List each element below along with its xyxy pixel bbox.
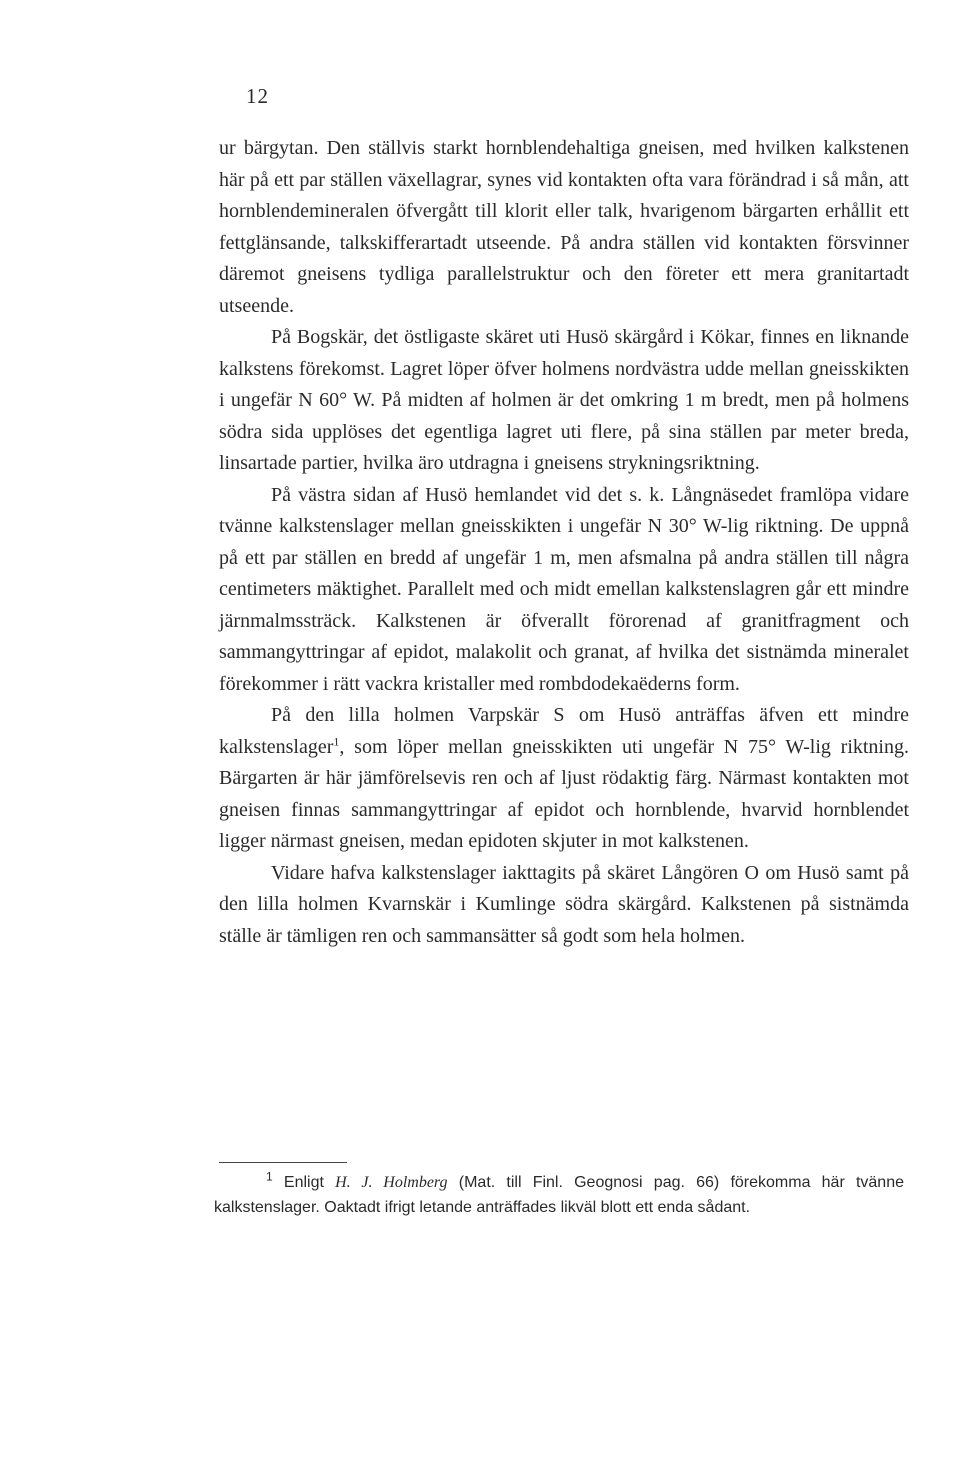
paragraph-2: På Bogskär, det östligaste skäret uti Husö skärgård i Kökar, finnes en liknande kalkstens förekomst. Lagret löper öfver holmens nordvästra udde mellan gneisskikten i ungefär N 60° W. På midten af holmen är det omkring 1 m bredt, men på holmens södra sida upplöses det egentliga lagret uti flere, på sina ställen par meter breda, linsartade partier, hvilka äro utdragna i gneisens strykningsriktning. xyxy=(219,326,909,474)
paragraph-1: ur bärgytan. Den ställvis starkt hornblendehaltiga gneisen, med hvilken kalkstenen här på ett par ställen växellagrar, synes vid kontakten ofta vara förändrad i så mån, att hornblendemineralen öfvergått till klorit eller talk, hvarigenom bärgarten erhållit ett fettglänsande, talkskifferartadt utseende. På andra ställen vid kontakten försvinner däremot gneisens tydliga parallelstruktur och den företer ett mera granitartadt utseende. xyxy=(219,137,909,317)
paragraph-4 xyxy=(219,700,909,858)
paragraph-4-before-footnote: På den lilla holmen Varpskär S om Husö anträffas äfven ett mindre kalkstenslager xyxy=(219,704,909,758)
footnote-reference: 1 xyxy=(333,733,340,748)
footnote-text: (Mat. till Finl. Geognosi pag. 66) förekomma här tvänne kalkstenslager. Oaktadt ifrigt letande anträffades likväl blott ett enda sådant. xyxy=(214,1174,905,1216)
footnote xyxy=(214,1170,904,1220)
footnote-author: H. J. Holmberg xyxy=(335,1174,448,1191)
paragraph-5: Vidare hafva kalkstenslager iakttagits på skäret Långören O om Husö samt på den lilla holmen Kvarnskär i Kumlinge södra skärgård. Kalkstenen på sistnämda ställe är tämligen ren och sammansätter så godt som hela holmen. xyxy=(219,861,909,947)
footnote-divider xyxy=(219,1162,347,1163)
body-text xyxy=(219,133,909,952)
paragraph-3: På västra sidan af Husö hemlandet vid det s. k. Långnäsedet framlöpa vidare tvänne kalkstenslager mellan gneisskikten i ungefär N 30° W-lig riktning. De uppnå på ett par ställen en bredd af ungefär 1 m, men afsmalna på andra ställen till några centimeters mäktighet. Parallelt med och midt emellan kalkstenslagren går ett mindre järnmalmssträck. Kalkstenen är öfverallt förorenad af granitfragment och sammangyttringar af epidot, malakolit och granat, af hvilka det sistnämda mineralet förekommer i rätt vackra kristaller med rombdodekaëderns form. xyxy=(219,483,909,695)
footnote-marker: 1 xyxy=(266,1169,273,1184)
page-number: 12 xyxy=(246,84,269,108)
footnote-prefix: Enligt xyxy=(283,1174,324,1191)
paragraph-4-after-footnote: , som löper mellan gneisskikten uti ungefär N 75° W-lig riktning. Bärgarten är här jämförelsevis ren och af ljust rödaktig färg. Närmast kontakten mot gneisen finnas sammangyttringar af epidot och hornblende, hvarvid hornblendet ligger närmast gneisen, medan epidoten skjuter in mot kalkstenen. xyxy=(219,735,909,852)
